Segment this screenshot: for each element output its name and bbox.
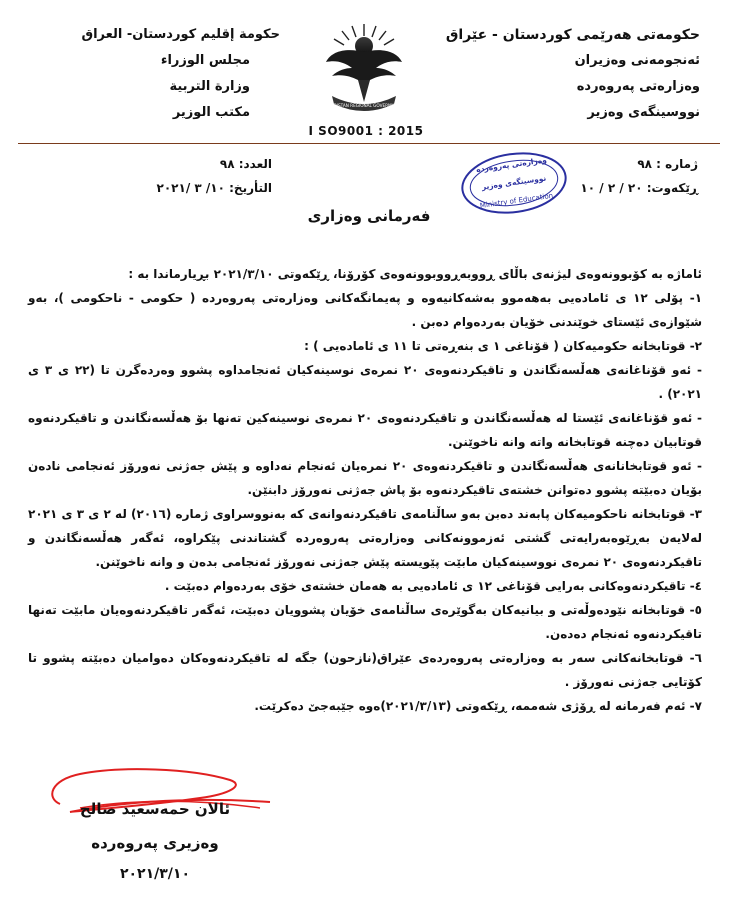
kurdish-header-line-2: ئەنجومەنی وەزیران [574,53,700,68]
kurdish-header-line-4: نووسینگەی وەزیر [587,105,700,120]
body-item-2a: - ئەو قۆناغانەی هەڵسەنگاندن و تاقیکردنەوەی ٢٠ نمرەی نوسینەکیان ئەنجامداوە پشوو وەردەگرن تا (٢٢ ی ٣ ی ٢٠٢١) . [28,363,702,401]
kurdish-reference [580,152,698,200]
signer-name: ئالان حمەسعید صالح [79,800,231,818]
arabic-header-line-1: حكومة إقليم كوردستان- العراق [81,27,280,42]
body-intro: ئاماژە بە کۆبوونەوەی لیژنەی باڵای ڕووبەڕووبوونەوەی کۆرۆنا، ڕێکەوتی ٢٠٢١/٣/١٠ بڕیارماندا بە : [128,267,702,281]
kurdish-date: ڕێکەوت: ٢٠ / ٢ / ١٠ [580,181,698,195]
kurdish-header [440,22,700,126]
signature-date: ٢٠٢١/٣/١٠ [119,866,191,882]
arabic-header [40,22,280,126]
decree-body [28,262,702,718]
arabic-reference [112,152,272,200]
body-item-5: ٥- قوتابخانە نێودەوڵەتی و بیانیەکان بەگوێرەی ساڵنامەی خۆیان پشوویان دەبێت، ئەگەر تاقیکردنەوەیان مابێت تەنها تاقیکردنەوە ئەنجام دەدەن. [28,603,702,641]
header-divider [18,143,720,144]
stamp-line-3: Ministry of Education [479,191,554,210]
arabic-number: العدد: ٩٨ [219,157,272,171]
body-item-7: ٧- ئەم فەرمانە لە ڕۆژی شەممە، ڕێکەوتی (٢٠٢١/٣/١٣)ەوە جێبەجێ دەکرێت. [254,699,702,713]
arabic-date: التأريخ: ١٠/ ٣ /٢٠٢١ [156,181,272,195]
document-title: فەرمانی وەزاری [307,207,431,225]
body-item-1: ١- پۆلی ١٢ ی ئامادەیی بەهەموو بەشەکانیەوە و پەیمانگەکانی وەزارەتی پەروەردە ( حکومی - ناحکومی )، بەو شێوازەی ئێستای خوێندنی خۆیان بەردەوام دەبن . [28,291,703,329]
body-item-3: ٣- قوتابخانە ناحکومیەکان پابەند دەبن بەو ساڵنامەی تاقیکردنەوانەی کە بەنووسراوی ژمارە (٢٠١٦) لە ٢ ی ٣ ی ٢٠٢١ لەلایەن بەڕێوەبەرایەتی گشتی ئەزموونەکانی وەزارەتی پەروەردە گشتاندنی پێکراوە، ئەگەر هەڵسەنگاندن و تاقیکردنەوەی ٢٠ نمرەی نووسینەکیان مابێت پێویستە پێش جەژنی نەورۆز ئەنجامی بدەن و وانە ناخوێنن. [28,507,702,569]
arabic-header-line-2: مجلس الوزراء [160,53,250,68]
krg-emblem-logo [318,18,410,118]
stamp-line-2: نووسینگەی وەزیر [481,173,547,192]
stamp-line-1: وەزارەتی پەروەردە [475,155,548,175]
signer-position: وەزیری پەروەردە [91,834,219,852]
kurdish-header-line-3: وەزارەتی پەروەردە [576,79,700,94]
body-item-4: ٤- تاقیکردنەوەکانی بەرایی قۆناغی ١٢ ی ئامادەیی بە هەمان خشتەی خۆی بەردەوام دەبێت . [164,579,702,593]
kurdish-header-line-1: حکومەتی هەرێمی کوردستان - عێراق [445,27,700,43]
iso-certification: I SO9001 : 2015 [308,124,424,138]
arabic-header-line-4: مكتب الوزير [172,105,250,120]
arabic-header-line-3: وزارة التربية [169,79,250,94]
body-item-2c: - ئەو قوتابخانانەی هەڵسەنگاندن و تاقیکردنەوەی ٢٠ نمرەیان ئەنجام نەداوە و پێش جەژنی نەورۆز ئەنجامی نادەن بۆیان دەبێتە پشوو دەتوانن خشتەی تاقیکردنەوە بۆ پاش جەژنی نەورۆز دابنێن. [28,459,702,497]
emblem-banner-text: KURDISTAN REGIONAL GOVERNMENT [324,103,404,108]
body-item-6: ٦- قوتابخانەکانی سەر بە وەزارەتی پەروەردەی عێراق(نازحون) جگە لە تاقیکردنەوەکان دەوامیان دەبێتە پشوو تا کۆتایی جەژنی نەورۆز . [28,651,702,689]
kurdish-number: ژمارە : ٩٨ [637,157,698,171]
body-item-2: ٢- قوتابخانە حکومیەکان ( قۆناغی ١ ی بنەڕەتی تا ١١ ی ئامادەیی ) : [304,339,702,353]
body-item-2b: - ئەو قۆناغانەی ئێستا لە هەڵسەنگاندن و تاقیکردنەوەی ٢٠ نمرەی نوسینەکین تەنها بۆ هەڵسەنگاندن و تاقیکردنەوە قوتابیان دەچنە قوتابخانە واتە وانە ناخوێنن. [28,411,702,449]
